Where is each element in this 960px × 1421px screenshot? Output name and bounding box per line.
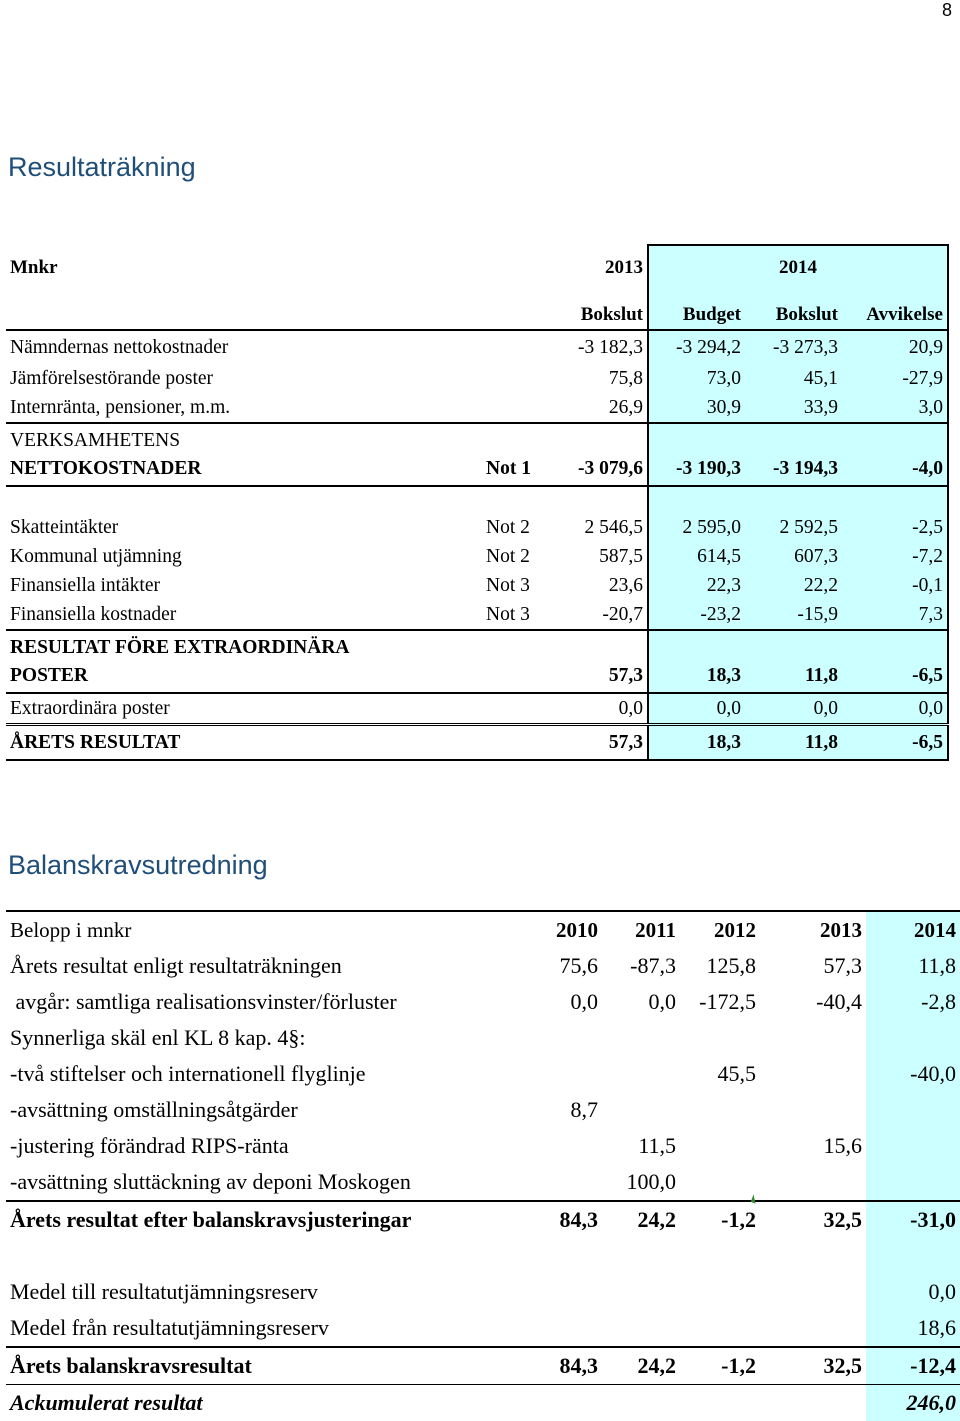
- table-row: -avsättning sluttäckning av deponi Moskogen 100,0: [6, 1164, 960, 1201]
- table-row: Jämförelsestörande poster 75,8 73,0 45,1 -27,9: [6, 364, 948, 393]
- table-row: VERKSAMHETENS: [6, 423, 948, 452]
- table-row: -avsättning omställningsåtgärder 8,7: [6, 1092, 960, 1128]
- table-row: NETTOKOSTNADER Not 1 -3 079,6 -3 190,3 -3 194,3 -4,0: [6, 452, 948, 486]
- col-avvikelse: Avvikelse: [842, 290, 948, 330]
- col-bokslut-2014: Bokslut: [745, 290, 842, 330]
- col-bokslut-2013: Bokslut: [552, 290, 648, 330]
- table-row: -två stiftelser och internationell flyglinje 45,5 -40,0: [6, 1056, 960, 1092]
- unit-label: Mnkr: [6, 245, 482, 290]
- balans-table: [6, 910, 960, 1421]
- table-row: Ackumulerat resultat 246,0: [6, 1385, 960, 1421]
- table-row: Årets resultat enligt resultaträkningen 75,6 -87,3 125,8 57,3 11,8: [6, 948, 960, 984]
- table-row: Medel från resultatutjämningsreserv 18,6: [6, 1310, 960, 1347]
- resultat-header-years: [6, 245, 948, 290]
- table-row: Årets resultat efter balanskravsjusteringar 84,3 24,2 -1,2 32,5 -31,0: [6, 1201, 960, 1238]
- table-row: Internränta, pensioner, m.m. 26,9 30,9 33,9 3,0: [6, 393, 948, 423]
- table-row: -justering förändrad RIPS-ränta 11,5 15,6: [6, 1128, 960, 1164]
- table-row: Årets balanskravsresultat 84,3 24,2 -1,2 32,5 -12,4: [6, 1347, 960, 1385]
- table-row: ÅRETS RESULTAT 57,3 18,3 11,8 -6,5: [6, 725, 948, 761]
- table-row: Kommunal utjämning Not 2 587,5 614,5 607,3 -7,2: [6, 542, 948, 571]
- page-number: 8: [942, 0, 952, 21]
- table-row: Medel till resultatutjämningsreserv 0,0: [6, 1274, 960, 1310]
- resultat-table: [6, 244, 949, 761]
- resultat-header-cols: [6, 290, 948, 330]
- balans-title: Balanskravsutredning: [8, 850, 268, 881]
- table-row: avgår: samtliga realisationsvinster/förluster 0,0 0,0 -172,5 -40,4 -2,8: [6, 984, 960, 1020]
- resultat-title: Resultaträkning: [8, 152, 196, 183]
- table-row: Synnerliga skäl enl KL 8 kap. 4§:: [6, 1020, 960, 1056]
- col-budget: Budget: [648, 290, 745, 330]
- table-row: Skatteintäkter Not 2 2 546,5 2 595,0 2 592,5 -2,5: [6, 513, 948, 542]
- table-row: RESULTAT FÖRE EXTRAORDINÄRA: [6, 630, 948, 659]
- year-2013: 2013: [552, 245, 648, 290]
- table-row: POSTER 57,3 18,3 11,8 -6,5: [6, 659, 948, 693]
- table-row: Finansiella kostnader Not 3 -20,7 -23,2 -15,9 7,3: [6, 600, 948, 630]
- balans-header: Belopp i mnkr 2010 2011 2012 2013 2014: [6, 911, 960, 948]
- table-row: Finansiella intäkter Not 3 23,6 22,3 22,2 -0,1: [6, 571, 948, 600]
- table-row: Extraordinära poster 0,0 0,0 0,0 0,0: [6, 693, 948, 725]
- table-row: Nämndernas nettokostnader -3 182,3 -3 294,2 -3 273,3 20,9: [6, 330, 948, 364]
- year-2014: 2014: [648, 245, 948, 290]
